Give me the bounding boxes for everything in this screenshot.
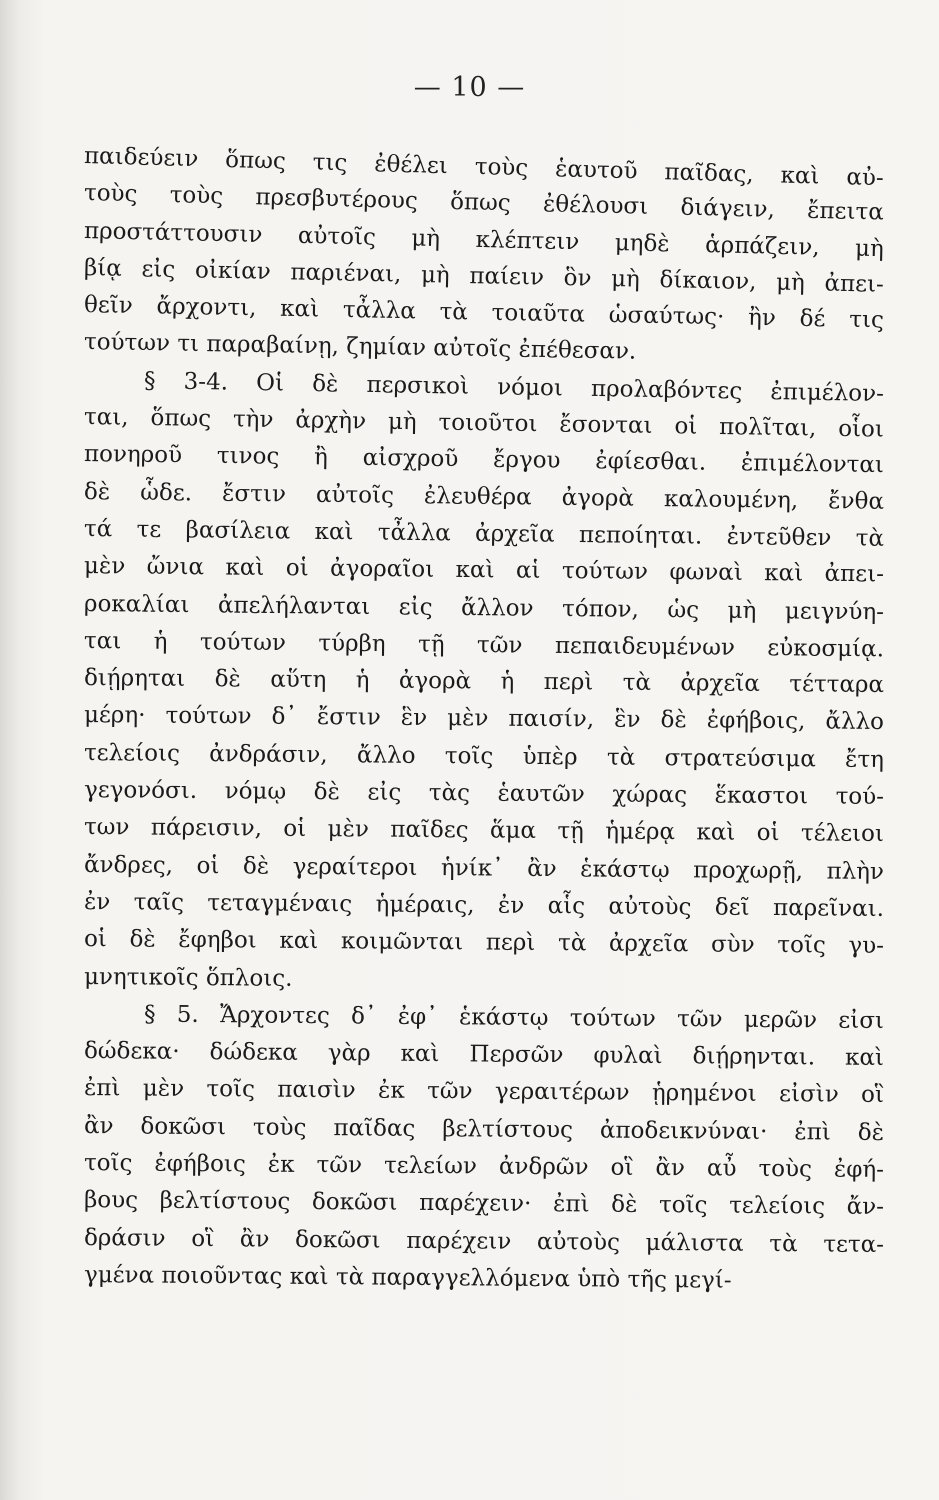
text-line: ροκαλίαι ἀπελήλανται εἰς ἄλλον τόπον, ὡς μὴ μειγνύη- xyxy=(83,590,885,625)
text-line: § 3-4. Οἱ δὲ περσικοὶ νόμοι προλαβόντες ἐπιμέλον- xyxy=(143,367,885,407)
text-line: θεῖν ἄρχοντι, καὶ τἆλλα τὰ τοιαῦτα ὡσαύτως· ἢν δέ τις xyxy=(83,292,885,334)
text-line: βους βελτίστους δοκῶσι παρέχειν· ἐπὶ δὲ τοῖς τελείοις ἄν- xyxy=(83,1187,885,1221)
text-line: των πάρεισιν, οἱ μὲν παῖδες ἅμα τῇ ἡμέρᾳ καὶ οἱ τέλειοι xyxy=(83,814,885,848)
text-line: § 5. Ἄρχοντες δ᾽ ἐφ᾽ ἑκάστῳ τούτων τῶν μερῶν εἰσι xyxy=(143,1001,885,1034)
text-line: δὲ ὧδε. ἔστιν αὐτοῖς ἐλευθέρα ἀγορὰ καλουμένη, ἔνθα xyxy=(83,478,885,515)
text-line: τά τε βασίλεια καὶ τἆλλα ἀρχεῖα πεποίηται. ἐντεῦθεν τὰ xyxy=(83,515,885,552)
text-line: γεγονόσι. νόμῳ δὲ εἰς τὰς ἑαυτῶν χώρας ἕκαστοι τού- xyxy=(83,777,885,811)
body-text xyxy=(84,138,884,1294)
text-line: τοῖς ἐφήβοις ἐκ τῶν τελείων ἀνδρῶν οἳ ἂν αὖ τοὺς ἐφή- xyxy=(83,1150,885,1183)
text-line: ἄνδρες, οἱ δὲ γεραίτεροι ἡνίκ᾽ ἂν ἑκάστῳ προχωρῇ, πλὴν xyxy=(83,851,885,885)
text-line: ἂν δοκῶσι τοὺς παῖδας βελτίστους ἀποδεικνύναι· ἐπὶ δὲ xyxy=(83,1112,885,1146)
text-line: πονηροῦ τινος ἢ αἰσχροῦ ἔργου ἐφίεσθαι. ἐπιμέλονται xyxy=(83,441,885,479)
text-line: παιδεύειν ὅπως τις ἐθέλει τοὺς ἑαυτοῦ παῖδας, καὶ αὐ- xyxy=(83,143,885,192)
text-line: τοὺς τοὺς πρεσβυτέρους ὅπως ἐθέλουσι διάγειν, ἔπειτα xyxy=(83,180,885,226)
text-line: μνητικοῖς ὅπλοις. xyxy=(83,963,293,992)
text-line: ται ἡ τούτων τύρβη τῇ τῶν πεπαιδευμένων εὐκοσμίᾳ. xyxy=(83,627,885,663)
text-line: δώδεκα· δώδεκα γὰρ καὶ Περσῶν φυλαὶ διῄρηνται. καὶ xyxy=(83,1038,885,1072)
text-line: προστάττουσιν αὐτοῖς μὴ κλέπτειν μηδὲ ἁρπάζειν, μὴ xyxy=(83,217,885,262)
text-line: ται, ὅπως τὴν ἀρχὴν μὴ τοιοῦτοι ἔσονται οἱ πολῖται, οἷοι xyxy=(83,404,885,443)
text-line: γμένα ποιοῦντας καὶ τὰ παραγγελλόμενα ὑπὸ τῆς μεγί- xyxy=(83,1261,732,1294)
text-line: ἐν ταῖς τεταγμέναις ἡμέραις, ἐν αἷς αὐτοὺς δεῖ παρεῖναι. xyxy=(83,888,885,922)
text-line: μὲν ὤνια καὶ οἱ ἀγοραῖοι καὶ αἱ τούτων φωναὶ καὶ ἀπει- xyxy=(83,553,885,588)
text-line: οἱ δὲ ἔφηβοι καὶ κοιμῶνται περὶ τὰ ἀρχεῖα σὺν τοῖς γυ- xyxy=(83,926,885,960)
text-line: τελείοις ἀνδράσιν, ἄλλο τοῖς ὑπὲρ τὰ στρατεύσιμα ἔτη xyxy=(83,739,885,773)
page-number: — 10 — xyxy=(413,72,526,103)
text-line: ἐπὶ μὲν τοῖς παισὶν ἐκ τῶν γεραιτέρων ᾑρημένοι εἰσὶν οἳ xyxy=(83,1075,885,1109)
text-line: δράσιν οἳ ἂν δοκῶσι παρέχειν αὐτοὺς μάλιστα τὰ τετα- xyxy=(83,1224,885,1258)
text-line: τούτων τι παραβαίνῃ, ζημίαν αὐτοῖς ἐπέθεσαν. xyxy=(83,329,637,366)
text-line: μέρη· τούτων δ᾽ ἔστιν ἓν μὲν παισίν, ἓν δὲ ἐφήβοις, ἄλλο xyxy=(83,702,885,736)
text-line: διῄρηται δὲ αὕτη ἡ ἀγορὰ ἡ περὶ τὰ ἀρχεῖα τέτταρα xyxy=(83,665,885,699)
text-line: βίᾳ εἰς οἰκίαν παριέναι, μὴ παίειν ὃν μὴ δίκαιον, μὴ ἀπει- xyxy=(83,254,885,298)
